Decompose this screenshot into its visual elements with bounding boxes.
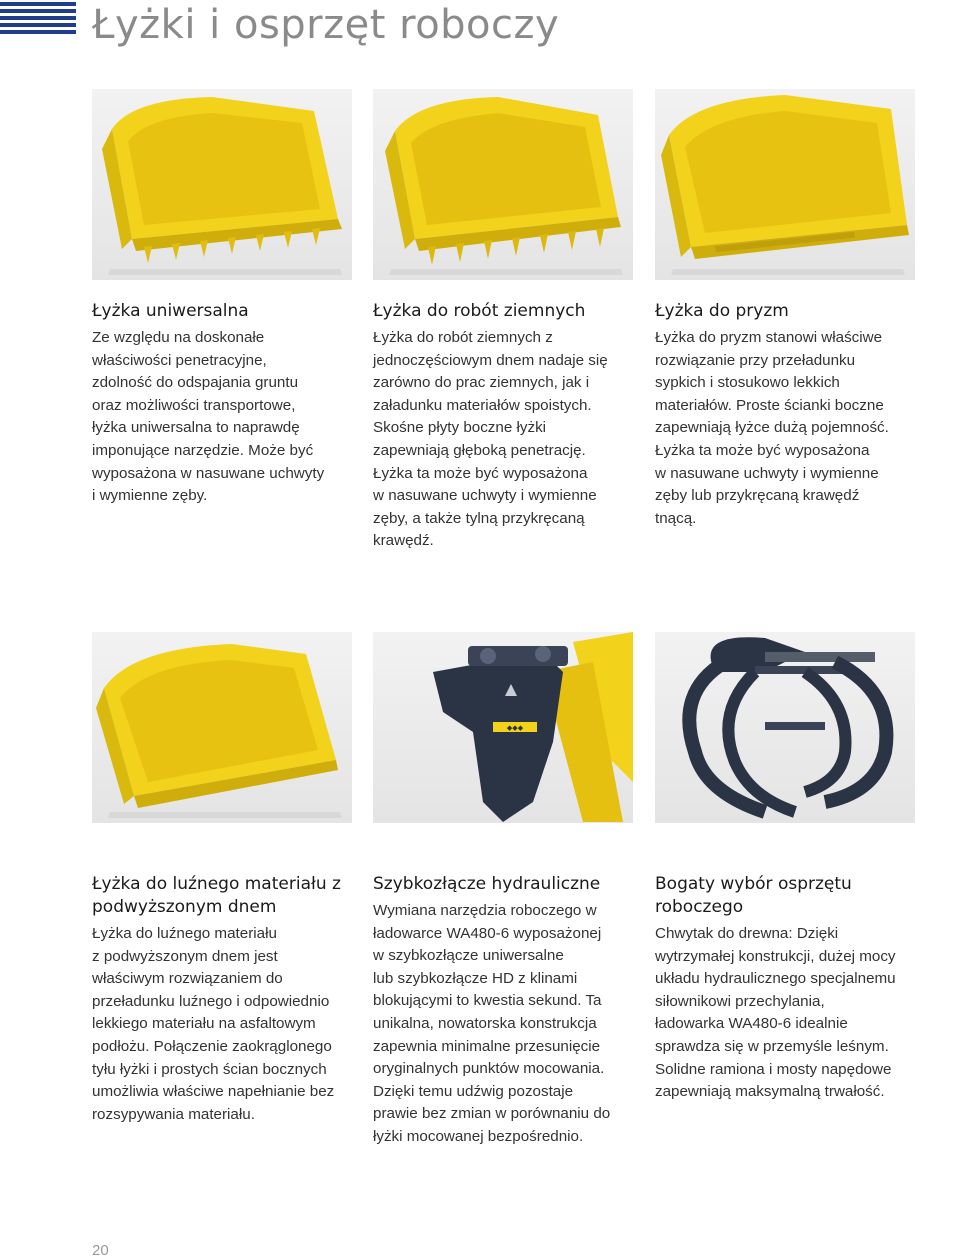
header-accent-bars — [0, 2, 76, 37]
section-body: Chwytak do drewna: Dzięki wytrzymałej konstrukcji, dużej mocy układu hydraulicznego specjalnemu siłownikowi przechylania, ładowarka WA480-6 idealnie sprawdza się w przemyśle leśnym. Solidne ramiona i mosty napędowe zapewniają maksymalną trwałość. — [655, 925, 896, 1101]
bucket-earthmoving-photo — [373, 89, 633, 280]
section-heading: Szybkozłącze hydrauliczne — [373, 874, 601, 894]
page-title: Łyżki i osprzęt roboczy — [92, 2, 560, 48]
section-heading: Bogaty wybór osprzętu roboczego — [655, 874, 852, 917]
log-grapple-icon — [655, 632, 915, 823]
section-universal-bucket — [92, 300, 357, 508]
section-body: Łyżka do pryzm stanowi właściwe rozwiązanie przy przeładunku sypkich i stosukowo lekkich materiałów. Proste ścianki boczne zapewniają łyżce dużą pojemność. Łyżka ta może być wyposażona w nasuwane uchwyty i wymienne zęby lub przykręcaną krawędź tnącą. — [655, 329, 889, 527]
section-body: Łyżka do robót ziemnych z jednoczęściowym dnem nadaje się zarówno do prac ziemnych, jak i załadunku materiałów spoistych. Skośne płyty boczne łyżki zapewniają głęboką penetrację. Łyżka ta może być wyposażona w nasuwane uchwyty i wymienne zęby, a także tylną przykręcaną krawędź. — [373, 329, 608, 550]
section-body: Łyżka do luźnego materiału z podwyższonym dnem jest właściwym rozwiązaniem do przeładunku luźnego i odpowiednio lekkiego materiału na asfaltowym podłożu. Połączenie zaokrąglonego tyłu łyżki i prostych ścian bocznych umożliwia właściwe napełnianie bez rozsypywania materiału. — [92, 925, 335, 1123]
quick-coupler-icon — [373, 632, 633, 823]
bucket-stockpile-photo — [655, 89, 915, 280]
section-heading: Łyżka uniwersalna — [92, 301, 249, 321]
section-earthmoving-bucket — [373, 300, 638, 553]
log-grapple-photo — [655, 632, 915, 823]
svg-text:◆◆◆: ◆◆◆ — [506, 725, 524, 732]
bucket-earthmoving-icon — [373, 89, 633, 280]
page-number: 20 — [92, 1242, 109, 1259]
section-heading: Łyżka do pryzm — [655, 301, 789, 321]
bucket-light-material-photo — [92, 632, 352, 823]
bucket-universal-photo — [92, 89, 352, 280]
section-body: Wymiana narzędzia roboczego w ładowarce WA480-6 wyposażonej w szybkozłącze uniwersalne lub szybkozłącze HD z klinami blokującymi to kwestia sekund. Ta unikalna, nowatorska konstrukcja zapewnia minimalne przesunięcie oryginalnych punktów mocowania. Dzięki temu udźwig pozostaje prawie bez zmian w porównaniu do łyżki mocowanej bezpośrednio. — [373, 902, 611, 1145]
bucket-light-material-icon — [92, 632, 352, 823]
bucket-stockpile-icon — [655, 89, 915, 280]
section-heading: Łyżka do robót ziemnych — [373, 301, 586, 321]
bucket-universal-icon — [92, 89, 352, 280]
section-attachments — [655, 873, 920, 1104]
section-heading: Łyżka do luźnego materiału z podwyższonym dnem — [92, 874, 341, 917]
quick-coupler-photo — [373, 632, 633, 823]
section-quick-coupler — [373, 873, 638, 1149]
section-light-material-bucket — [92, 873, 357, 1126]
section-stockpile-bucket — [655, 300, 920, 530]
section-body: Ze względu na doskonałe właściwości penetracyjne, zdolność do odspajania gruntu oraz możliwości transportowe, łyżka uniwersalna to naprawdę imponujące narzędzie. Może być wyposażona w nasuwane uchwyty i wymienne zęby. — [92, 329, 325, 505]
